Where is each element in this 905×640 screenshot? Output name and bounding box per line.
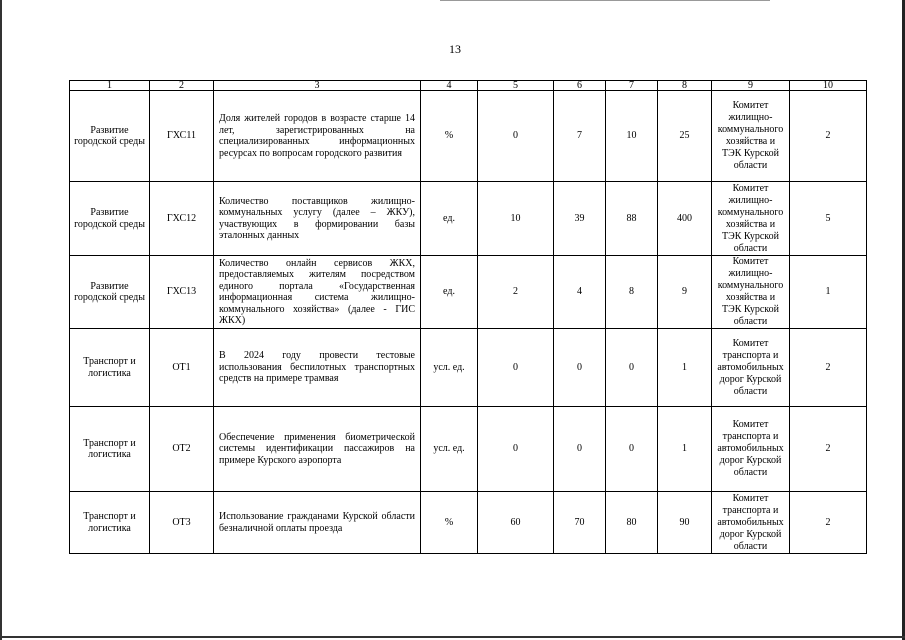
value-cell: 5 (790, 182, 867, 256)
value-cell: 88 (606, 182, 658, 256)
sector-cell: Развитие городской среды (70, 182, 150, 256)
table-row (70, 91, 867, 182)
column-number-row (70, 81, 867, 91)
value-cell: 0 (478, 329, 554, 407)
value-cell: 2 (790, 91, 867, 182)
value-cell: 9 (658, 256, 712, 329)
code-cell: ГХС11 (150, 91, 214, 182)
value-cell: 7 (554, 91, 606, 182)
table-row (70, 256, 867, 329)
column-number: 9 (712, 81, 790, 91)
responsible-cell: Комитет жилищно-коммунального хозяйства и ТЭК Курской области (712, 182, 790, 256)
table-row (70, 182, 867, 256)
value-cell: 90 (658, 492, 712, 554)
column-number: 1 (70, 81, 150, 91)
top-edge-line (440, 0, 770, 1)
value-cell: 0 (478, 407, 554, 492)
code-cell: ГХС12 (150, 182, 214, 256)
column-number: 4 (421, 81, 478, 91)
value-cell: 400 (658, 182, 712, 256)
sector-cell: Транспорт и логистика (70, 492, 150, 554)
value-cell: 2 (790, 492, 867, 554)
page-left-border (0, 0, 2, 640)
responsible-cell: Комитет транспорта и автомобильных дорог Курской области (712, 407, 790, 492)
sector-cell: Развитие городской среды (70, 91, 150, 182)
table-row (70, 329, 867, 407)
responsible-cell: Комитет транспорта и автомобильных дорог Курской области (712, 492, 790, 554)
value-cell: 2 (790, 407, 867, 492)
column-number: 10 (790, 81, 867, 91)
sector-cell: Транспорт и логистика (70, 329, 150, 407)
sector-cell: Транспорт и логистика (70, 407, 150, 492)
value-cell: 2 (478, 256, 554, 329)
code-cell: ОТ1 (150, 329, 214, 407)
responsible-cell: Комитет транспорта и автомобильных дорог Курской области (712, 329, 790, 407)
column-number: 7 (606, 81, 658, 91)
page-number: 13 (449, 42, 461, 56)
column-number: 5 (478, 81, 554, 91)
value-cell: 1 (790, 256, 867, 329)
description-cell: Доля жителей городов в возрасте старше 14 лет, зарегистрированных на специализированных информационных ресурсах по вопросам городского развития (214, 91, 421, 182)
value-cell: 0 (606, 407, 658, 492)
column-number: 3 (214, 81, 421, 91)
table-row (70, 492, 867, 554)
indicators-table (69, 80, 867, 554)
responsible-cell: Комитет жилищно-коммунального хозяйства и ТЭК Курской области (712, 91, 790, 182)
code-cell: ГХС13 (150, 256, 214, 329)
value-cell: 10 (478, 182, 554, 256)
responsible-cell: Комитет жилищно-коммунального хозяйства и ТЭК Курской области (712, 256, 790, 329)
value-cell: 0 (606, 329, 658, 407)
value-cell: 0 (478, 91, 554, 182)
value-cell: 10 (606, 91, 658, 182)
page-bottom-border (0, 636, 905, 638)
unit-cell: ед. (421, 182, 478, 256)
sector-cell: Развитие городской среды (70, 256, 150, 329)
value-cell: 2 (790, 329, 867, 407)
value-cell: 1 (658, 407, 712, 492)
value-cell: 0 (554, 407, 606, 492)
value-cell: 8 (606, 256, 658, 329)
unit-cell: ед. (421, 256, 478, 329)
value-cell: 1 (658, 329, 712, 407)
description-cell: Количество поставщиков жилищно-коммунальных услугу (далее – ЖКУ), участвующих в формировании базы эталонных данных (214, 182, 421, 256)
table-row (70, 407, 867, 492)
value-cell: 70 (554, 492, 606, 554)
description-cell: Использование гражданами Курской области безналичной оплаты проезда (214, 492, 421, 554)
code-cell: ОТ3 (150, 492, 214, 554)
value-cell: 4 (554, 256, 606, 329)
value-cell: 39 (554, 182, 606, 256)
value-cell: 80 (606, 492, 658, 554)
value-cell: 0 (554, 329, 606, 407)
unit-cell: % (421, 492, 478, 554)
column-number: 2 (150, 81, 214, 91)
unit-cell: усл. ед. (421, 407, 478, 492)
description-cell: Обеспечение применения биометрической системы идентификации пассажиров на примере Курского аэропорта (214, 407, 421, 492)
description-cell: Количество онлайн сервисов ЖКХ, предоставляемых жителям посредством единого портала «Государственная информационная система жилищно-коммунального хозяйства» (далее - ГИС ЖКХ) (214, 256, 421, 329)
column-number: 6 (554, 81, 606, 91)
unit-cell: % (421, 91, 478, 182)
value-cell: 25 (658, 91, 712, 182)
code-cell: ОТ2 (150, 407, 214, 492)
description-cell: В 2024 году провести тестовые использования беспилотных транспортных средств на примере трамвая (214, 329, 421, 407)
column-number: 8 (658, 81, 712, 91)
value-cell: 60 (478, 492, 554, 554)
unit-cell: усл. ед. (421, 329, 478, 407)
